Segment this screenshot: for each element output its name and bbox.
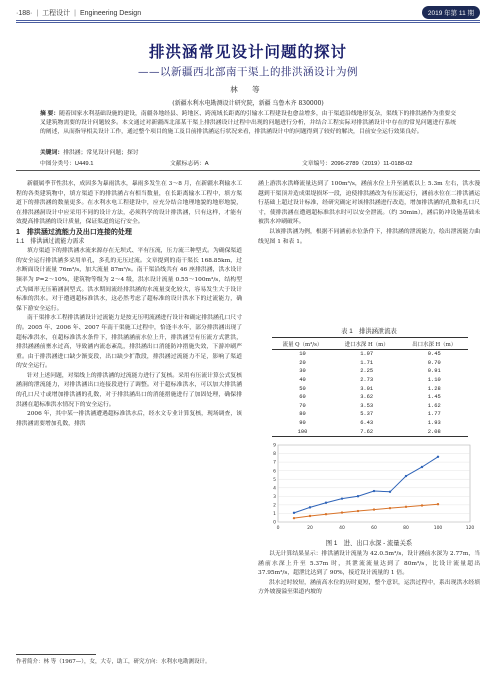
right-column	[258, 180, 480, 247]
keywords	[40, 147, 456, 156]
table-cell: 1.77	[427, 411, 441, 418]
table-header: 进口水深 H（m）	[333, 338, 401, 350]
data-point	[357, 495, 359, 497]
table-row	[272, 367, 468, 376]
discharge-chart	[264, 440, 476, 534]
header-divider-thin	[16, 22, 480, 23]
article-subtitle: ——以新疆西北部南干渠上的排洪涵设计为例	[138, 66, 358, 78]
data-point	[341, 497, 343, 499]
issue-badge: 2019 年第 11 期	[422, 6, 480, 19]
table-cell: 80	[299, 411, 306, 418]
data-point	[421, 504, 423, 506]
data-point	[309, 515, 311, 517]
journal-name-en: Engineering Design	[80, 10, 142, 17]
x-tick-label: 0	[276, 526, 280, 531]
keywords-text: 排洪涵；常见设计问题；探讨	[63, 150, 139, 156]
paragraph: 填方渠道下的排洪涵水流来源存在无坝式、平有压流，压力流三种型式。为确保渠道的安全运行排洪涵多采用单孔，多孔的无压过流。文章提到的南干渠长 168.85km，过水断面设计流量 76m³/s，加大流量 87m³/s。南干渠沿线共有 46 座排洪涵，洪水设计频率为 P=2～10%，建筑物等级为 2～4 级，洪水设计流量 0.55～100m³/s，结构型式为圆形无压箱涵洞型式。洪水期间流经排洪涵的水流量变化较大，容易发生大于设计标准的洪水。对于遭遇超标准洪水，这必然考虑了超标准的设计洪水下的过流能力，确保下游安全运行。	[16, 248, 242, 312]
paragraph: 南干渠排水工程排洪涵设计过流能力是按无压明流涵进行设计和确定排洪涵孔口尺寸的。2005 年、2006 年、2007 年南干渠施工过程中，恰逢丰水年，部分排洪涵出现了超标准洪水，在超标准洪水条件下，排洪涵涵前水位上升，排洪涵呈有压流方式泄洪，排洪涵涵前壅水过高，导致涵内流态紊乱，排洪涵出口消能防冲措施失效，下游冲刷严重。由于排洪涵进口缺少渐变段，出口缺少扩散段，排洪涵过流能力不足，影响了渠道的安全运行。	[16, 315, 242, 370]
data-point	[373, 490, 375, 492]
paragraph: 以无计算结果显示：排洪涵设计流量为 42.0.5m³/s，设计涵前水深为 2.77m，当涵前水深上升至 5.37m 时，其泄流流量达到了 80m³/s，比设计流量超出 37.95m³/s，超泄比达到了 90%，接近设计流量的 1 倍。	[258, 551, 480, 577]
data-point	[421, 466, 423, 468]
x-tick-label: 100	[433, 526, 443, 531]
table-header: 流量 Q（m³/s）	[272, 338, 333, 350]
table-cell: 50	[299, 385, 306, 392]
header-divider	[16, 20, 480, 21]
data-point	[325, 513, 327, 515]
y-tick-label: 2	[273, 503, 276, 509]
left-column	[16, 180, 242, 429]
table-cell: 70	[299, 402, 306, 409]
x-tick-label: 80	[403, 526, 409, 531]
data-point	[309, 506, 311, 508]
table-header: 出口水深 H（m）	[400, 338, 468, 350]
paragraph: 以该排洪涵为例，根据不同涵前水位条件下，排洪涵的泄流能力，绘出泄流能力曲线见图 1 和表 1。	[258, 228, 480, 245]
y-tick-label: 6	[273, 469, 276, 475]
x-tick-label: 20	[307, 526, 313, 531]
data-point	[293, 517, 295, 519]
data-point	[373, 508, 375, 510]
table-cell: 1.07	[360, 351, 374, 358]
table-cell: 20	[299, 359, 306, 366]
data-point	[405, 506, 407, 508]
clc-number: 中图分类号：U449.1	[40, 161, 94, 167]
paragraph: 新疆属季节性洪水，成因多为暴雨洪水，暴雨多发生在 3～8 月，在新疆水利输水工程的各类建筑物中，填方渠道下的排洪涵占有相当数量，在长距离输水工程中，填方渠道下的排洪涵的数量更多。在水利水电工程建设中，应充分结合地理地貌的地形地貌，在排洪涵洞设计中应采用不同的设计方法，必须科学的设计排洪涵，只有这样，才能有效提高排洪涵的设计质量，保证渠道的运行安全。	[16, 181, 242, 226]
document-code: 文献标志码：A	[170, 161, 209, 167]
table-row	[272, 384, 468, 393]
table-row	[272, 402, 468, 411]
keywords-label: 关键词：	[40, 150, 64, 156]
table-cell: 2.73	[360, 377, 374, 384]
paragraph: 针对上述问题，对渠线上的排洪涵的过流能力进行了复核。采用有压流计算公式复核涵洞的泄流能力，对排洪涵出口连接段进行了调整。对于超标准洪水，可以加大排洪涵的孔口尺寸或增加排洪涵的孔数，对于排洪涵出口的消能措施进行了加固处理，确保排洪涵在超标准洪水情况下的安全运行。	[16, 372, 242, 408]
x-tick-label: 120	[465, 526, 475, 531]
table-cell: 3.62	[360, 394, 374, 401]
table-cell: 5.37	[360, 411, 374, 418]
discharge-table	[272, 337, 468, 437]
table-cell: 40	[299, 377, 306, 384]
x-tick-label: 40	[339, 526, 345, 531]
table-cell: 10	[299, 351, 306, 358]
table-cell: 60	[299, 394, 306, 401]
y-tick-label: 0	[273, 520, 276, 526]
paragraph: 2006 年，其中某一排洪涵遭遇超标准洪水后，经水文专业计算复核，现场调查，该排洪涵需要增加孔数，排洪	[16, 411, 242, 427]
figure-caption: 图 1 进、出口水深 - 流量关系	[325, 540, 413, 547]
table-row	[272, 376, 468, 385]
data-point	[389, 491, 391, 493]
abstract-text: 随着国家水利基础设施的建设，南疆各地经县、跨地区、跨流域长距离的引输水工程建设也愈益增多，由于渠道沿线地形复杂，渠线下的排洪涵作为重要交叉建筑物需要的设计问题较多。本文通过对新疆西北部某干渠上排洪涵设计过程中出现的问题进行分析，并结合工程实际对排洪涵设计中存在的常见问题进行系统的阐述，从而指导相关设计工作，通过整个项目的施工及目前排洪涵运行状况来看，排洪涵设计中的问题得到了较好的解决，目前安全运行效果良好。	[40, 111, 456, 135]
table-cell: 1.62	[427, 402, 441, 409]
article-title: 排洪涵常见设计问题的探讨	[148, 44, 347, 61]
table-row	[272, 359, 468, 368]
x-tick-label: 60	[371, 526, 377, 531]
table-cell: 1.45	[427, 394, 441, 401]
right-column-continued	[258, 550, 480, 598]
table-cell: 90	[299, 420, 306, 427]
data-point	[389, 507, 391, 509]
table-row	[272, 419, 468, 428]
page-number: ·188·	[16, 10, 33, 17]
section-heading: 1 排洪涵过流能力及出口连接的处理	[16, 228, 132, 236]
running-header: ·188· | 工程设计 | Engineering Design	[16, 10, 142, 17]
table-cell: 30	[299, 368, 306, 375]
data-point	[325, 502, 327, 504]
paragraph: 涵上游洪水洪峰流量达到了 100m³/s，涵前水位上升至涵底以上 5.3m 左右，洪水漫越到干渠顶并造成渠堤损坏一段，迫使排洪涵改为有压流运行，涵前水位在二排洪涵运行基础上超过设计标准，经研究确定对该排洪涵进行改造，增加排洪涵的孔数和孔口尺寸，使排洪涵在遭遇超标准洪水时可以安全泄流。（约 30min），涵后防冲设施基础未被洪水冲刷破坏。	[258, 181, 480, 226]
data-point	[357, 510, 359, 512]
y-tick-label: 3	[273, 494, 276, 500]
table-row	[272, 350, 468, 359]
abstract	[40, 110, 456, 137]
data-point	[341, 511, 343, 513]
table-title: 表 1 排洪涵泄流表	[341, 328, 397, 335]
table-cell: 0.91	[427, 368, 441, 375]
abstract-label: 摘 要：	[40, 111, 60, 117]
footnote-divider	[16, 654, 96, 655]
table-cell: 100	[272, 427, 333, 436]
article-number: 文章编号：2096-2789（2019）11-0188-02	[302, 161, 413, 167]
table-cell: 0.45	[427, 351, 441, 358]
table-cell: 2.08	[400, 427, 468, 436]
meta-divider	[16, 170, 480, 171]
author-name: 林 等	[230, 85, 266, 94]
data-point	[293, 512, 295, 514]
y-tick-label: 1	[273, 512, 276, 518]
table-cell: 1.28	[427, 385, 441, 392]
table-cell: 1.93	[427, 420, 441, 427]
table-cell: 6.43	[360, 420, 374, 427]
table-row	[272, 393, 468, 402]
table-cell: 1.10	[427, 377, 441, 384]
table-row	[272, 427, 468, 436]
table-cell: 3.01	[360, 385, 374, 392]
author-footnote: 作者简介：林 等（1967—），女，大专，助工，研究方向：水利水电勘测设计。	[16, 659, 211, 665]
table-cell: 7.62	[333, 427, 401, 436]
paragraph: 洪水过时较短，涵前高水位的历时更短，整个意识，运洪过程中，系出现洪水经填方外坡漫溢至渠道内坡的	[258, 579, 480, 596]
subsection-heading: 1.1 排洪涵过流能力需求	[16, 238, 85, 245]
data-point	[405, 475, 407, 477]
table-cell: 2.25	[360, 368, 374, 375]
y-tick-label: 4	[273, 486, 276, 492]
journal-name-cn: 工程设计	[42, 10, 71, 17]
table-cell: 0.70	[427, 359, 441, 366]
table-row	[272, 410, 468, 419]
y-tick-label: 7	[273, 460, 276, 466]
table-cell: 1.71	[360, 359, 374, 366]
author-affiliation: (新疆水利水电勘测设计研究院，新疆 乌鲁木齐 830000)	[172, 100, 324, 107]
data-point	[437, 456, 439, 458]
y-tick-label: 8	[273, 452, 276, 458]
data-point	[437, 503, 439, 505]
table-cell: 3.53	[360, 402, 374, 409]
y-tick-label: 9	[273, 443, 276, 449]
y-tick-label: 5	[273, 477, 276, 483]
